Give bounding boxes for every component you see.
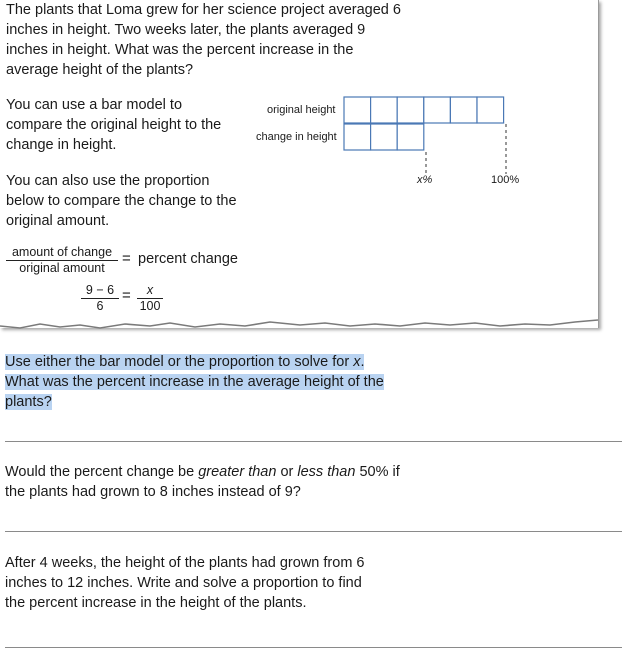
proportion-right-fraction — [137, 283, 163, 314]
bar-unit-cell — [371, 124, 398, 150]
proportion-left-numerator: 9 − 6 — [81, 283, 119, 299]
formula-denominator: original amount — [19, 261, 105, 275]
proportion-right-numerator: x — [137, 283, 163, 299]
proportion-equals: = — [122, 287, 131, 304]
bar-unit-cell — [424, 97, 451, 123]
question-1 — [5, 352, 385, 412]
bar-unit-cell — [397, 97, 424, 123]
question-1-text-b: . What was the percent increase in the average height of the plants? — [5, 354, 384, 410]
torn-edge — [0, 316, 604, 340]
bar-unit-cell — [344, 97, 371, 123]
proportion-left-denominator: 6 — [96, 299, 104, 313]
question-2-or: or — [280, 464, 294, 480]
formula-rhs: percent change — [138, 251, 238, 267]
bar-unit-cell — [397, 124, 424, 150]
bar-unit-cell — [344, 124, 371, 150]
proportion-intro: You can also use the proportion below to compare the change to the original amount. — [6, 173, 237, 229]
hundred-percent-label: 100% — [491, 174, 520, 186]
bar-model-intro: You can use a bar model to compare the original height to the change in height. — [6, 97, 222, 153]
question-1-text-a: Use either the bar model or the proportion to solve for — [5, 354, 350, 370]
question-3: After 4 weeks, the height of the plants had grown from 6 inches to 12 inches. Write and solve a proportion to find the percent increase in the height of the plants. — [5, 555, 365, 611]
formula-numerator: amount of change — [6, 245, 118, 261]
bar-unit-cell — [450, 97, 477, 123]
bar-unit-cell — [371, 97, 398, 123]
question-2 — [5, 462, 400, 502]
question-2-option-less: less than — [297, 464, 356, 480]
question-2-text-b: 50% if the plants had grown to 8 inches instead of 9? — [5, 464, 400, 500]
question-2-option-greater: greater than — [198, 464, 277, 480]
change-in-height-bar — [344, 124, 424, 150]
change-in-height-label: change in height — [256, 131, 337, 143]
x-percent-label: x% — [417, 174, 433, 186]
problem-text: The plants that Loma grew for her science project averaged 6 inches in height. Two weeks later, the plants averaged 9 inches in height. What was the percent increase in the average height of the plants? — [6, 2, 401, 78]
answer-line-3[interactable] — [5, 647, 622, 648]
original-height-bar — [344, 97, 504, 123]
question-2-text-a: Would the percent change be — [5, 464, 195, 480]
formula-fraction — [6, 245, 118, 276]
answer-line-1[interactable] — [5, 441, 622, 442]
question-1-variable: x — [353, 354, 361, 370]
original-height-label: original height — [267, 104, 336, 116]
formula-equals: = — [122, 250, 131, 267]
proportion-left-fraction — [81, 283, 119, 314]
bar-unit-cell — [477, 97, 504, 123]
answer-line-2[interactable] — [5, 531, 622, 532]
problem-card — [0, 0, 599, 328]
proportion-right-denominator: 100 — [139, 299, 161, 313]
